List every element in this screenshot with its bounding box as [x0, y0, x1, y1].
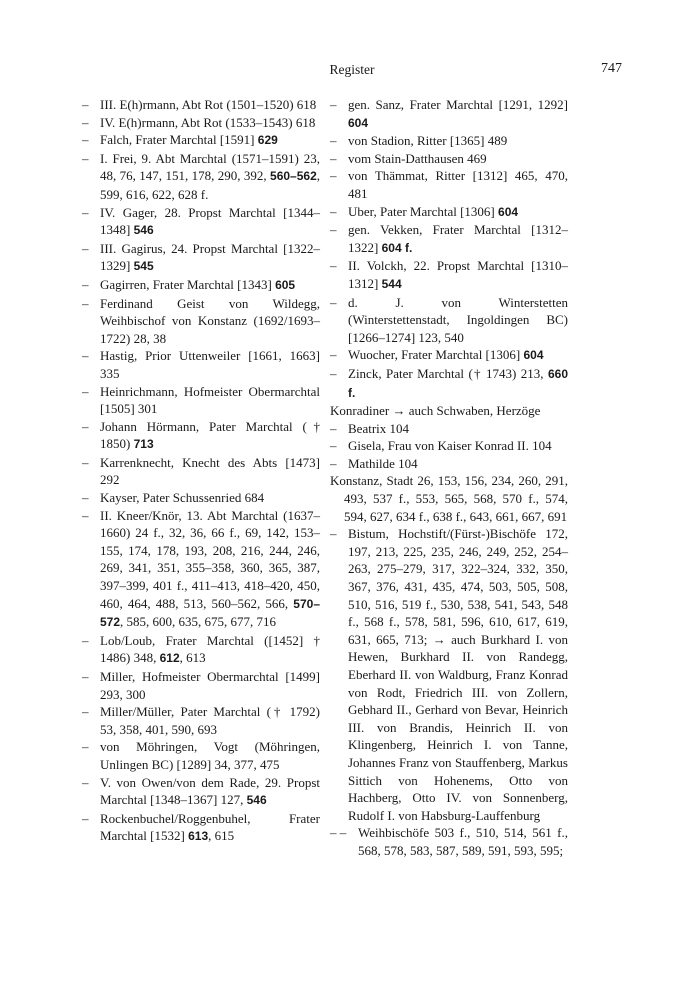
- entry-text: Ferdinand Geist von Wildegg, Weihbischof von Konstanz (1692/1693–1722) 28, 38: [100, 295, 320, 346]
- index-entry: [330, 824, 568, 859]
- entry-text: gen. Sanz, Frater Marchtal [1291, 1292] 604: [348, 97, 568, 130]
- entry-text: Konstanz, Stadt 26, 153, 156, 234, 260, 291, 493, 537 f., 553, 565, 568, 570 f., 574, 594, 627, 634 f., 638 f., 643, 661, 667, 691: [330, 473, 568, 524]
- index-entry: [330, 455, 568, 473]
- entry-dash: –: [82, 774, 89, 790]
- index-entry: [330, 346, 568, 365]
- entry-dash: –: [82, 507, 89, 523]
- index-entry: [330, 132, 568, 150]
- entry-dash: –: [330, 365, 337, 381]
- entry-dash: –: [330, 347, 337, 363]
- entry-text: IV. E(h)rmann, Abt Rot (1533–1543) 618: [100, 114, 316, 130]
- entry-dash: –: [82, 669, 89, 684]
- entry-dash: –: [82, 490, 89, 506]
- entry-text: II. Kneer/Knör, 13. Abt Marchtal (1637–1660) 24 f., 32, 36, 66 f., 69, 142, 153–155, 174, 178, 193, 208, 216, 244, 246, 269, 341, 351, 355–358, 360, 365, 387, 397–399, 401 f., 411–413, 418–420, 450, 460, 464, 488, 513, 560–562, 566, 570–572, 585, 600, 635, 675, 677, 716: [100, 507, 320, 630]
- entry-dash: –: [82, 454, 89, 470]
- entry-text: von Stadion, Ritter [1365] 489: [348, 133, 508, 149]
- index-entry: [330, 420, 568, 438]
- index-entry: [82, 204, 320, 240]
- entry-text: Beatrix 104: [348, 420, 410, 436]
- index-entry: [330, 365, 568, 402]
- entry-dash: –: [82, 704, 89, 720]
- index-column-right: [330, 96, 568, 860]
- entry-dash: –: [330, 438, 337, 454]
- entry-text: Uber, Pater Marchtal [1306] 604: [348, 203, 519, 219]
- entry-dash: –: [330, 150, 337, 166]
- entry-dash: –: [330, 133, 337, 149]
- entry-text: von Thämmat, Ritter [1312] 465, 470, 481: [348, 168, 568, 201]
- entry-dash: –: [330, 455, 337, 471]
- index-entry: [82, 276, 320, 295]
- entry-text: Mathilde 104: [348, 455, 418, 471]
- index-entry: [330, 402, 568, 420]
- entry-text: Karrenknecht, Knecht des Abts [1473] 292: [100, 454, 320, 488]
- entry-text: IV. Gager, 28. Propst Marchtal [1344–1348] 546: [100, 204, 320, 238]
- entry-dash: –: [330, 258, 337, 274]
- index-entry: [82, 295, 320, 348]
- entry-dash: –: [330, 526, 337, 542]
- index-entry: [82, 703, 320, 738]
- entry-text: III. E(h)rmann, Abt Rot (1501–1520) 618: [100, 97, 317, 112]
- entry-dash: –: [82, 632, 89, 648]
- index-column-left: [82, 96, 320, 846]
- index-entry: [82, 150, 320, 204]
- entry-text: II. Volckh, 22. Propst Marchtal [1310–1312] 544: [348, 258, 568, 291]
- entry-text: III. Gagirus, 24. Propst Marchtal [1322–1329] 545: [100, 240, 320, 274]
- index-entry: [82, 96, 320, 114]
- entry-dash: –: [82, 97, 89, 112]
- entry-text: Bistum, Hochstift/(Fürst-)Bischöfe 172, 197, 213, 225, 235, 246, 249, 252, 254–263, 275–279, 317, 322–324, 332, 350, 367, 376, 431, 435, 474, 503, 505, 508, 510, 516, 519 f., 530, 538, 541, 543, 548 f., 568 f., 578, 581, 596, 610, 617, 619, 631, 665, 713; → auch Burkhard I. von Hewen, Burkhard II. von Randegg, Eberhard II. von Waldburg, Franz Konrad von Rodt, Friedrich III. von Zollern, Gebhard II., Gerhard von Bevar, Heinrich III. von Brandis, Heinrich II. von Klingenberg, Heinrich I. von Tanne, Johannes Franz von Stauffenberg, Markus Sittich von Hohenems, Otto von Hachberg, Otto IV. von Sonnenberg, Rudolf I. von Habsburg-Lauffenburg: [348, 526, 568, 823]
- entry-dash: –: [330, 168, 337, 184]
- entry-dash: –: [330, 222, 337, 238]
- entry-text: V. von Owen/von dem Rade, 29. Propst Marchtal [1348–1367] 127, 546: [100, 774, 320, 808]
- entry-dash: –: [82, 383, 89, 399]
- entry-text: Falch, Frater Marchtal [1591] 629: [100, 132, 278, 148]
- entry-text: Gisela, Frau von Kaiser Konrad II. 104: [348, 438, 552, 454]
- entry-dash: –: [82, 739, 89, 755]
- page-number: 747: [601, 61, 622, 76]
- index-entry: [82, 489, 320, 507]
- entry-text: Gagirren, Frater Marchtal [1343] 605: [100, 276, 296, 292]
- running-head-title: Register: [329, 62, 375, 77]
- entry-text: Lob/Loub, Frater Marchtal ([1452] † 1486) 348, 612, 613: [100, 632, 320, 666]
- entry-text: I. Frei, 9. Abt Marchtal (1571–1591) 23, 48, 76, 147, 151, 178, 290, 392, 560–562, 599, 616, 622, 628 f.: [100, 150, 320, 202]
- index-entry: [82, 418, 320, 454]
- index-entry: [330, 294, 568, 347]
- index-entry: [82, 632, 320, 668]
- entry-dash: –: [82, 204, 89, 220]
- entry-dash: – –: [330, 825, 347, 841]
- index-entry: [82, 507, 320, 632]
- index-entry: [82, 114, 320, 132]
- index-entry: [82, 240, 320, 276]
- index-entry: [82, 774, 320, 810]
- entry-dash: –: [330, 294, 337, 310]
- entry-dash: –: [82, 150, 89, 166]
- running-head: [82, 61, 622, 83]
- entry-text: Hastig, Prior Uttenweiler [1661, 1663] 335: [100, 348, 320, 381]
- entry-dash: –: [82, 418, 89, 434]
- entry-text: Zinck, Pater Marchtal († 1743) 213, 660 f.: [348, 365, 568, 400]
- index-entry: [330, 203, 568, 222]
- index-entry: [82, 454, 320, 489]
- entry-text: vom Stain-Datthausen 469: [348, 150, 487, 166]
- entry-text: Wuocher, Frater Marchtal [1306] 604: [348, 347, 544, 363]
- entry-text: d. J. von Winterstetten (Winterstettenstadt, Ingoldingen BC) [1266–1274] 123, 540: [348, 294, 568, 345]
- entry-dash: –: [82, 810, 89, 826]
- entry-dash: –: [82, 240, 89, 256]
- index-entry: [82, 347, 320, 382]
- entry-dash: –: [82, 295, 89, 311]
- entry-text: gen. Vekken, Frater Marchtal [1312–1322] 604 f.: [348, 222, 568, 255]
- index-entry: [82, 810, 320, 846]
- index-entry: [82, 131, 320, 150]
- entry-dash: –: [82, 132, 89, 148]
- index-entry: [82, 668, 320, 703]
- index-entry: [330, 221, 568, 257]
- index-entry: [330, 167, 568, 202]
- index-entry: [330, 150, 568, 168]
- entry-text: Miller, Hofmeister Obermarchtal [1499] 293, 300: [100, 669, 320, 702]
- index-entry: [330, 257, 568, 293]
- index-entry: [330, 96, 568, 132]
- index-entry: [82, 738, 320, 773]
- index-entry: [330, 525, 568, 824]
- entry-dash: –: [330, 97, 337, 112]
- index-entry: [330, 472, 568, 525]
- index-entry: [330, 437, 568, 455]
- entry-text: Konradiner → auch Schwaben, Herzöge: [330, 403, 541, 419]
- entry-dash: –: [82, 348, 89, 364]
- entry-text: Miller/Müller, Pater Marchtal († 1792) 53, 358, 401, 590, 693: [100, 704, 320, 737]
- entry-text: Weihbischöfe 503 f., 510, 514, 561 f., 568, 578, 583, 587, 589, 591, 593, 595;: [358, 825, 568, 858]
- entry-text: Kayser, Pater Schussenried 684: [100, 490, 265, 506]
- entry-text: Rockenbuchel/Roggenbuhel, Frater Marchtal [1532] 613, 615: [100, 810, 320, 844]
- entry-text: Heinrichmann, Hofmeister Obermarchtal [1505] 301: [100, 383, 320, 417]
- entry-dash: –: [82, 114, 89, 130]
- entry-text: von Möhringen, Vogt (Möhringen, Unlingen BC) [1289] 34, 377, 475: [100, 739, 320, 772]
- entry-dash: –: [330, 420, 337, 436]
- entry-dash: –: [330, 203, 337, 219]
- index-entry: [82, 383, 320, 418]
- entry-dash: –: [82, 276, 89, 292]
- entry-text: Johann Hörmann, Pater Marchtal († 1850) 713: [100, 418, 320, 452]
